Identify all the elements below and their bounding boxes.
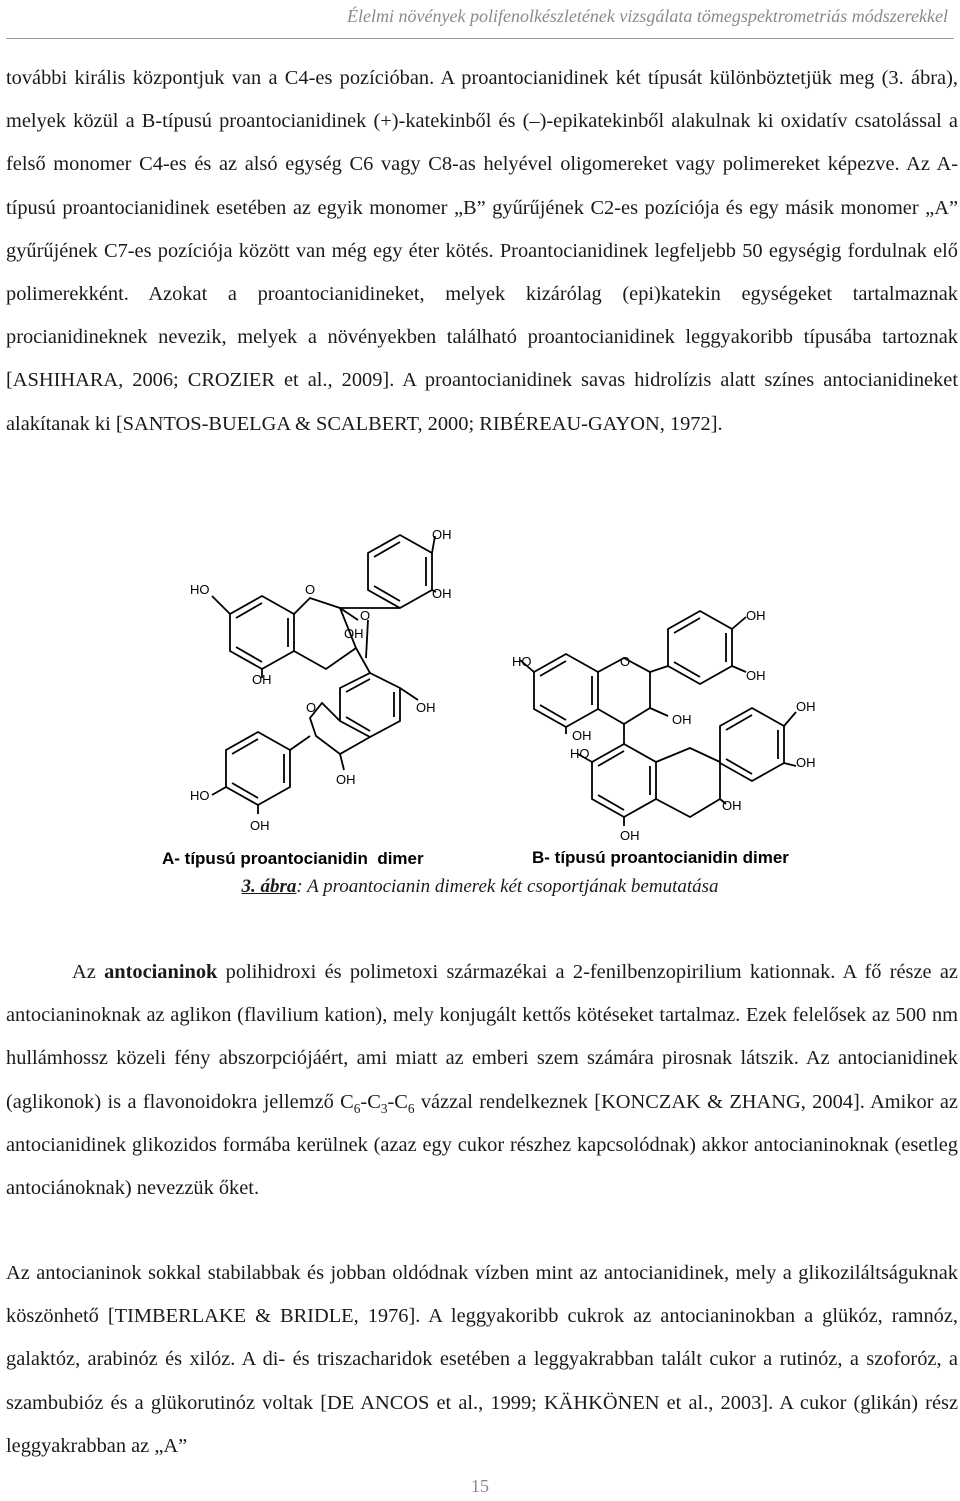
body-paragraph-1: további királis központjuk van a C4-es pozícióban. A proantocianidinek két típusát különböztetjük meg (3. ábra), melyek közül a B-típusú proantocianidinek (+)-katekinből és (–)-epikatekinből alakulnak ki oxidatív csatolással a felső monomer C4-es és az alsó egység C6 vagy C8-as helyével oligomereket vagy polimereket képezve. Az A-típusú proantocianidinek esetében az egyik monomer „B” gyűrűjének C2-es pozíciója és egy másik monomer „A” gyűrűjének C7-es pozíciója között van még egy éter kötés. Proantocianidinek legfeljebb 50 egységig fordulnak elő polimerekként. Azokat a proantocianidineket, melyek kizárólag (epi)katekin egységeket tartalmaznak procianidineknek nevezik, melyek a növényekben található proantocianidinek leggyakoribb típusába tartoznak [ASHIHARA, 2006; CROZIER et al., 2009]. A proantocianidinek savas hidrolízis alatt színes antocianidineket alakítanak ki [SANTOS-BUELGA & SCALBERT, 2000; RIBÉREAU-GAYON, 1972]. [6, 67, 958, 435]
body-paragraph-2 [6, 951, 958, 1210]
label-oh: OH [252, 672, 272, 687]
p2-part2: polihidroxi és polimetoxi származékai a 2-fenilbenzopirilium kationnak. A fő része az antocianinoknak az aglikon (flavilium kation), mely konjugált kettős kötéseket tartalmaz. Ezek felelősek az 500 nm hullámhossz közeli fény abszorpciójáért, ami miatt az emberi szem számára pirosnak látszik. Az antocianidinek (aglikonok) is a flavonoidokra jellemző C [6, 961, 958, 1113]
a-lower-catechol-ring [226, 732, 290, 805]
label-oh: OH [620, 828, 640, 843]
p2-sub1: 6 [353, 1100, 361, 1116]
label-o: O [360, 608, 371, 623]
label-o: O [620, 654, 631, 669]
header-rule [6, 38, 954, 39]
label-ho: HO [570, 746, 590, 761]
label-oh: OH [722, 798, 742, 813]
label-oh: OH [336, 772, 356, 787]
label-oh: OH [796, 699, 816, 714]
label-o: O [305, 582, 316, 597]
label-a-type: A- típusú proantocianidin dimer [162, 849, 424, 868]
label-oh: OH [672, 712, 692, 727]
label-oh: OH [432, 527, 452, 542]
p2-part1: Az [72, 961, 105, 983]
label-oh: OH [796, 755, 816, 770]
label-oh: OH [746, 608, 766, 623]
label-oh: OH [572, 728, 592, 743]
figure-proanthocyanidin-dimers [0, 508, 960, 870]
chemical-structures [0, 508, 960, 870]
label-o: O [306, 700, 317, 715]
page-number: 15 [471, 1476, 489, 1496]
p2-sub2: 3 [380, 1100, 388, 1116]
label-oh: OH [416, 700, 436, 715]
p2-dash2: -C [387, 1090, 408, 1113]
b-lower-catechol-ring [720, 708, 784, 781]
p2-bold-term: antocianinok [104, 961, 218, 983]
label-oh: OH [250, 818, 270, 833]
caption-number: 3. ábra [241, 876, 297, 897]
p2-part3: vázzal rendelkeznek [KONCZAK & ZHANG, 2004]. Amikor az antocianidinek glikozidos formába kerülnek (azaz egy cukor részhez kapcsolódnak) akkor antocianinoknak (esetleg antociánoknak) nevezzük őket. [6, 1090, 958, 1200]
label-oh: OH [344, 626, 364, 641]
label-b-type: B- típusú proantocianidin dimer [532, 848, 789, 867]
a-upper-a-ring [230, 596, 294, 669]
b-upper-a-ring [534, 654, 598, 727]
label-ho: HO [190, 788, 210, 803]
b-top-catechol-ring [668, 611, 732, 684]
p2-dash1: -C [360, 1090, 381, 1113]
b-lower-a-ring [592, 744, 656, 817]
label-oh: OH [746, 668, 766, 683]
caption-text: : A proantocianin dimerek két csoportjának bemutatása [296, 876, 719, 897]
a-lower-a-ring [340, 673, 400, 737]
running-header: Élelmi növények polifenolkészletének vizsgálata tömegspektrometriás módszerekkel [347, 6, 948, 26]
body-paragraph-3: Az antocianinok sokkal stabilabbak és jobban oldódnak vízben mint az antocianidinek, mely a glikoziláltságuknak köszönhető [TIMBERLAKE & BRIDLE, 1976]. A leggyakoribb cukrok az antocianinokban a glükóz, ramnóz, galaktóz, arabinóz és xilóz. A di- és triszacharidok esetében a leggyakrabban talált cukor a rutinóz, a szoforóz, a szambubióz és a glükorutinóz voltak [DE ANCOS et al., 1999; KÄHKÖNEN et al., 2003]. A cukor (glikán) rész leggyakrabban az „A” [6, 1262, 958, 1457]
label-ho: HO [512, 654, 532, 669]
label-ho: HO [190, 582, 210, 597]
label-oh: OH [432, 586, 452, 601]
figure-caption [0, 876, 960, 898]
p2-sub3: 6 [407, 1100, 415, 1116]
a-top-catechol-ring [368, 535, 432, 608]
